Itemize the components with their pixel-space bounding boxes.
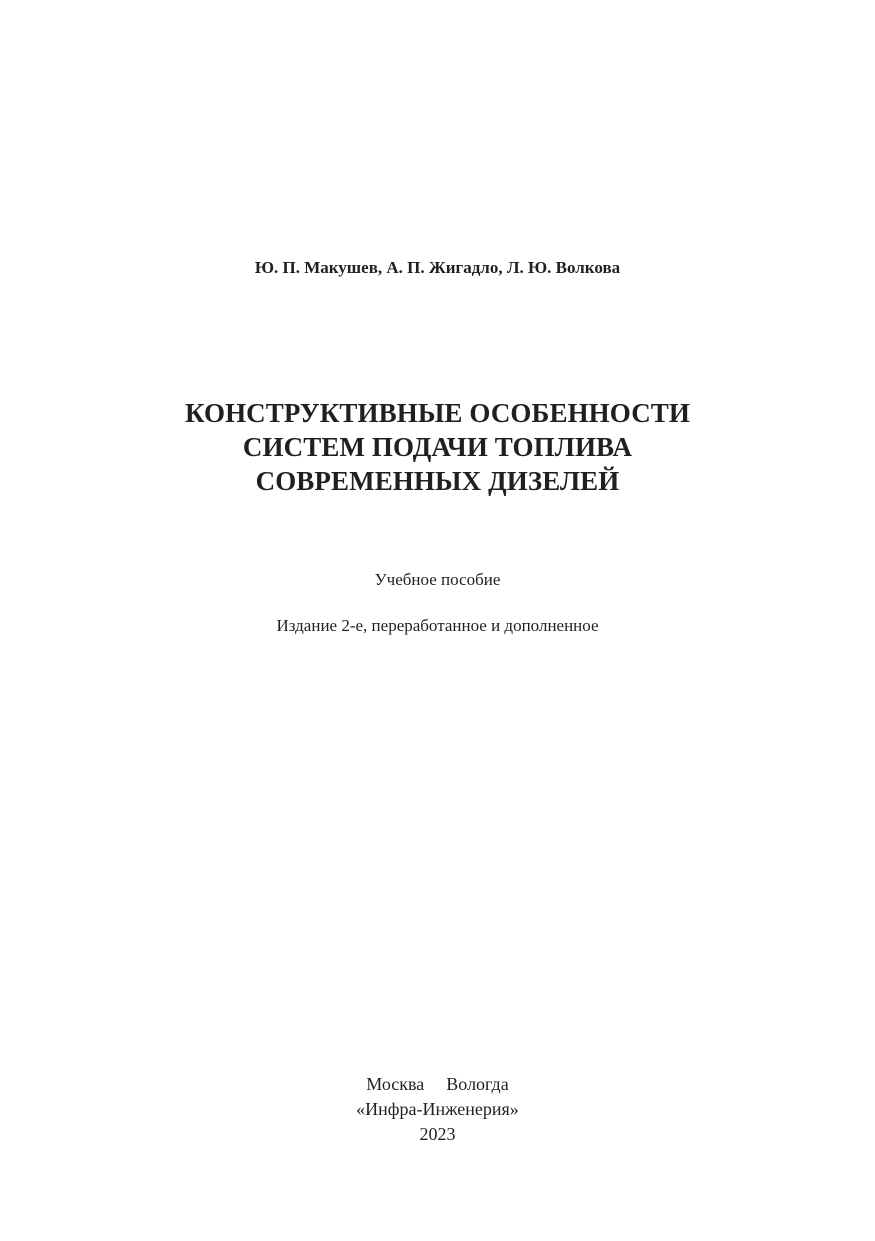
book-title-line-2: СИСТЕМ ПОДАЧИ ТОПЛИВА bbox=[242, 432, 633, 462]
city-moscow: Москва bbox=[366, 1074, 425, 1094]
publication-year: 2023 bbox=[419, 1124, 456, 1144]
book-title-line-1: КОНСТРУКТИВНЫЕ ОСОБЕННОСТИ bbox=[184, 398, 691, 428]
book-type: Учебное пособие bbox=[374, 570, 501, 589]
authors: Ю. П. Макушев, А. П. Жигадло, Л. Ю. Волкова bbox=[254, 258, 621, 277]
imprint bbox=[0, 1072, 875, 1147]
publisher: «Инфра-Инженерия» bbox=[356, 1099, 519, 1119]
book-title bbox=[0, 396, 875, 498]
publication-cities bbox=[0, 1072, 875, 1097]
city-vologda: Вологда bbox=[446, 1074, 509, 1094]
book-title-line-3: СОВРЕМЕННЫХ ДИЗЕЛЕЙ bbox=[255, 466, 620, 496]
edition-note: Издание 2-е, переработанное и дополненное bbox=[276, 616, 599, 635]
